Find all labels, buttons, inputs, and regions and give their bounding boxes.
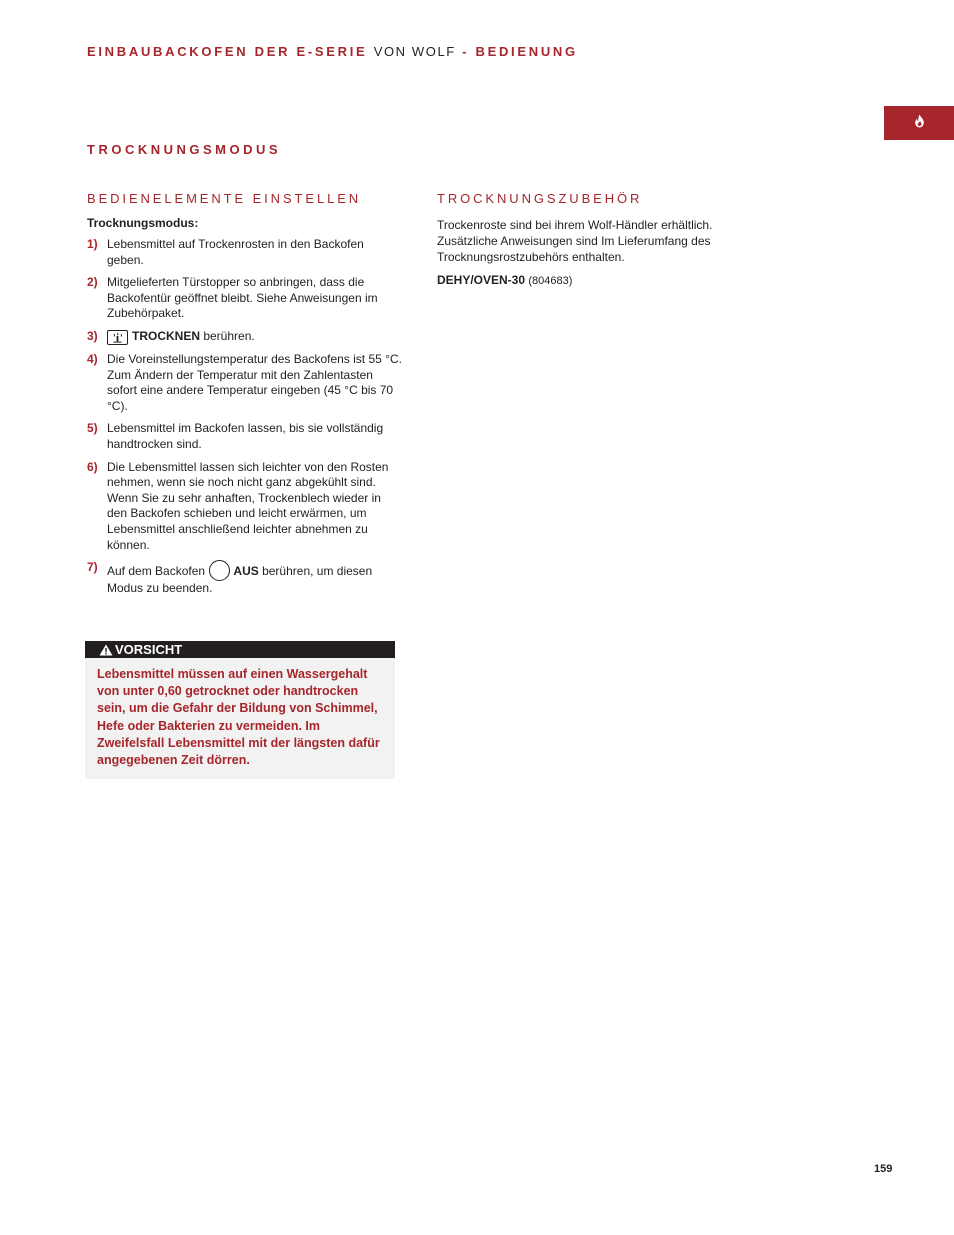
step-text: Die Lebensmittel lassen sich leichter von den Rosten nehmen, wenn sie noch nicht ganz abgekühlt sind. Wenn Sie zu sehr anhaften, Trockenblech wieder in den Backofen schieben und leicht erwärmen, um Lebensmittel anschließend leichter abnehmen zu können. xyxy=(107,459,389,552)
step-text xyxy=(107,560,402,597)
step-1 xyxy=(87,237,402,268)
model-name: DEHY/OVEN-30 xyxy=(437,273,526,287)
mode-subheading: Trocknungsmodus: xyxy=(87,216,199,230)
step-2 xyxy=(87,275,402,322)
step-7 xyxy=(87,560,402,597)
header-title: EINBAUBACKOFEN DER E-SERIE xyxy=(87,44,368,59)
step-text: Lebensmittel im Backofen lassen, bis sie vollständig handtrocken sind. xyxy=(107,421,384,451)
step-number: 6) xyxy=(87,459,98,474)
accessory-model xyxy=(437,272,757,289)
step-number: 3) xyxy=(87,328,98,343)
left-column-heading: BEDIENELEMENTE EINSTELLEN xyxy=(87,191,362,206)
off-label: AUS xyxy=(233,564,259,579)
caution-label: VORSICHT xyxy=(115,642,183,657)
step-6 xyxy=(87,460,402,554)
step-text: Lebensmittel auf Trockenrosten in den Backofen geben. xyxy=(107,237,364,267)
step-text: Die Voreinstellungstemperatur des Backofens ist 55 °C. Zum Ändern der Temperatur mit den Zahlentasten sofort eine andere Temperatur eingeben (45 °C bis 70 °C). xyxy=(107,351,402,413)
step-5 xyxy=(87,421,402,452)
step-text-suffix: berühren. xyxy=(200,328,255,343)
right-column-heading: TROCKNUNGSZUBEHÖR xyxy=(437,191,643,206)
accessory-description: Trockenroste sind bei ihrem Wolf-Händler erhältlich. Zusätzliche Anweisungen sind Im Lieferumfang des Trocknungsrostzubehörs enthalten. xyxy=(437,218,713,264)
off-button-icon xyxy=(209,560,230,581)
caution-header xyxy=(85,641,395,658)
header-brand: VON WOLF xyxy=(373,44,456,59)
step-number: 4) xyxy=(87,351,98,366)
left-column xyxy=(87,216,402,604)
warning-icon xyxy=(99,644,113,656)
step-number: 5) xyxy=(87,421,98,436)
dehydrate-label: TROCKNEN xyxy=(132,328,200,343)
instruction-steps xyxy=(87,237,402,597)
side-tab xyxy=(884,106,954,140)
step-number: 1) xyxy=(87,237,98,251)
caution-box xyxy=(85,641,395,779)
page-number: 159 xyxy=(874,1163,893,1175)
step-text-prefix: Auf dem Backofen xyxy=(107,564,206,579)
section-title: TROCKNUNGSMODUS xyxy=(87,142,282,157)
page-header xyxy=(87,44,578,59)
caution-text: Lebensmittel müssen auf einen Wassergehalt von unter 0,60 getrocknet oder handtrocken sein, um die Gefahr der Bildung von Schimmel, Hefe oder Bakterien zu vermeiden. Im Zweifelsfall Lebensmittel mit der längsten dafür angegebenen Zeit dörren. xyxy=(97,667,380,768)
step-4 xyxy=(87,352,402,414)
step-text-suffix: berühren, um diesen Modus zu beenden. xyxy=(107,564,373,596)
step-number: 2) xyxy=(87,275,98,290)
step-3 xyxy=(87,329,402,345)
dehydrate-icon xyxy=(107,330,128,345)
part-number: (804683) xyxy=(528,275,573,287)
step-text: Mitgelieferten Türstopper so anbringen, dass die Backofentür geöffnet bleibt. Siehe Anweisungen im Zubehörpaket. xyxy=(107,275,378,321)
step-number: 7) xyxy=(87,560,98,575)
step-text xyxy=(107,329,402,345)
flame-icon xyxy=(914,114,925,133)
right-column xyxy=(437,217,757,296)
header-section: - BEDIENUNG xyxy=(462,44,578,59)
